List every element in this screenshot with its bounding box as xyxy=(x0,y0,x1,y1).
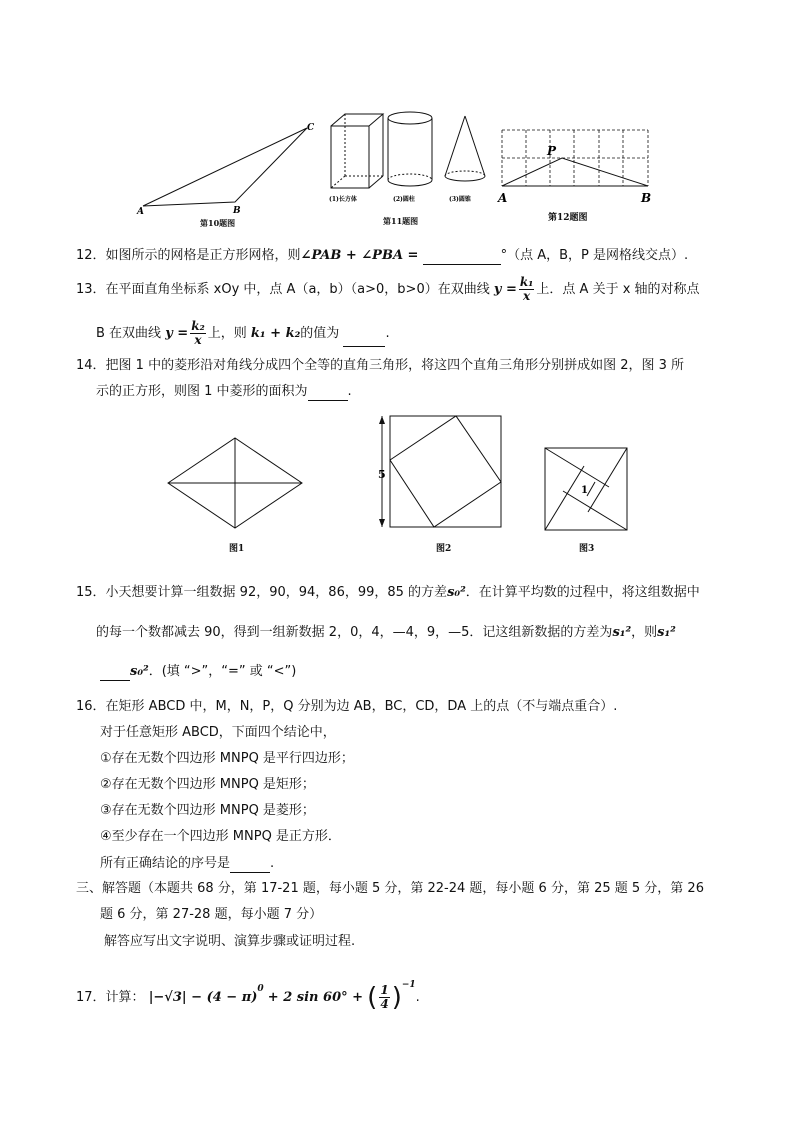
section3-line2: 题 6 分，第 27-28 题，每小题 7 分） xyxy=(100,907,323,922)
label-cuboid: (1)长方体 xyxy=(329,196,357,203)
q14-inner-label: 1 xyxy=(581,485,588,496)
q16-line-5: ④至少存在一个四边形 MNPQ 是正方形． xyxy=(100,829,341,844)
q16-line-3: ②存在无数个四边形 MNPQ 是矩形； xyxy=(100,777,315,792)
label-cone: (3)圆锥 xyxy=(449,196,471,203)
q14-fig1-rhombus xyxy=(165,435,305,545)
q15-line3: s₀²．(填 “>”，“=” 或 “<”) xyxy=(100,663,296,681)
label-a: A xyxy=(137,207,144,217)
label-c: C xyxy=(307,123,315,133)
figure-solids xyxy=(325,108,495,218)
q15-blank xyxy=(100,680,130,681)
q14-fig2-caption: 图2 xyxy=(436,544,452,554)
q17-line: 17．计算： $|-√3| - (4 - \pi)^0 + 2$ sin 60° + ( $\frac{1}{4}$ )$^{-1}$. xyxy=(76,980,420,1013)
cuboid-shape xyxy=(331,114,383,188)
q14-fig2-square xyxy=(375,412,505,532)
q16-line-1: 对于任意矩形 ABCD，下面四个结论中， xyxy=(100,725,336,740)
q12-blank xyxy=(423,264,501,265)
caption-q11: 第11题图 xyxy=(383,216,419,226)
cone-shape xyxy=(445,116,485,181)
q16-line-2: ①存在无数个四边形 MNPQ 是平行四边形； xyxy=(100,751,354,766)
q14-blank xyxy=(308,400,348,401)
cylinder-shape xyxy=(388,112,432,186)
label-a2: A xyxy=(498,191,508,205)
q16-blank xyxy=(230,872,270,873)
caption-q12: 第12题图 xyxy=(548,213,588,223)
figure-triangle xyxy=(135,118,325,218)
section3-line3: 解答应写出文字说明、演算步骤或证明过程. xyxy=(104,934,356,949)
q13-line1: 13．在平面直角坐标系 xOy 中，点 A（a，b）（a>0，b>0）在双曲线 y = $\frac{\text{k₁}}{x}$ 上．点 A 关于 x 轴的对称点 xyxy=(76,275,700,303)
q14-side-label: 5 xyxy=(378,468,386,481)
label-p: P xyxy=(547,144,557,158)
label-b2: B xyxy=(641,191,652,205)
q14-line1: 14．把图 1 中的菱形沿对角线分成四个全等的直角三角形，将这四个直角三角形分别拼成如图 2，图 3 所 xyxy=(76,358,685,373)
figure-grid xyxy=(495,122,660,212)
q12-line: 12．如图所示的网格是正方形网格，则∠PAB + ∠PBA = °（点 A，B，P 是网格线交点）. xyxy=(76,248,689,263)
caption-q10: 第10题图 xyxy=(200,218,236,228)
q16-line-last: 所有正确结论的序号是 . xyxy=(100,856,275,871)
q14-fig3-caption: 图3 xyxy=(579,544,595,554)
q16-line-4: ③存在无数个四边形 MNPQ 是菱形； xyxy=(100,803,315,818)
q14-line2: 示的正方形，则图 1 中菱形的面积为 . xyxy=(96,384,352,399)
q15-line2: 的每一个数都减去 90，得到一组新数据 2，0，4，—4，9，—5．记这组新数据的方差为s₁²，则s₁² xyxy=(96,625,676,640)
q15-line1: 15．小天想要计算一组数据 92，90，94，86，99，85 的方差s₀²．在计算平均数的过程中，将这组数据中 xyxy=(76,585,700,600)
section3-line1: 三、解答题（本题共 68 分，第 17-21 题，每小题 5 分，第 22-24 题，每小题 6 分，第 25 题 5 分，第 26 xyxy=(76,881,704,896)
q13-blank xyxy=(343,346,385,347)
q13-line2: B 在双曲线 y = $\frac{\text{k₂}}{x}$ 上，则 k₁ + k₂的值为 . xyxy=(96,319,390,347)
q14-fig3-square xyxy=(543,446,631,534)
q16-line-0: 16．在矩形 ABCD 中，M，N，P，Q 分别为边 AB，BC，CD，DA 上的点（不与端点重合）. xyxy=(76,699,618,714)
label-b: B xyxy=(233,206,241,216)
label-cylinder: (2)圆柱 xyxy=(393,196,415,203)
q14-fig1-caption: 图1 xyxy=(229,544,245,554)
